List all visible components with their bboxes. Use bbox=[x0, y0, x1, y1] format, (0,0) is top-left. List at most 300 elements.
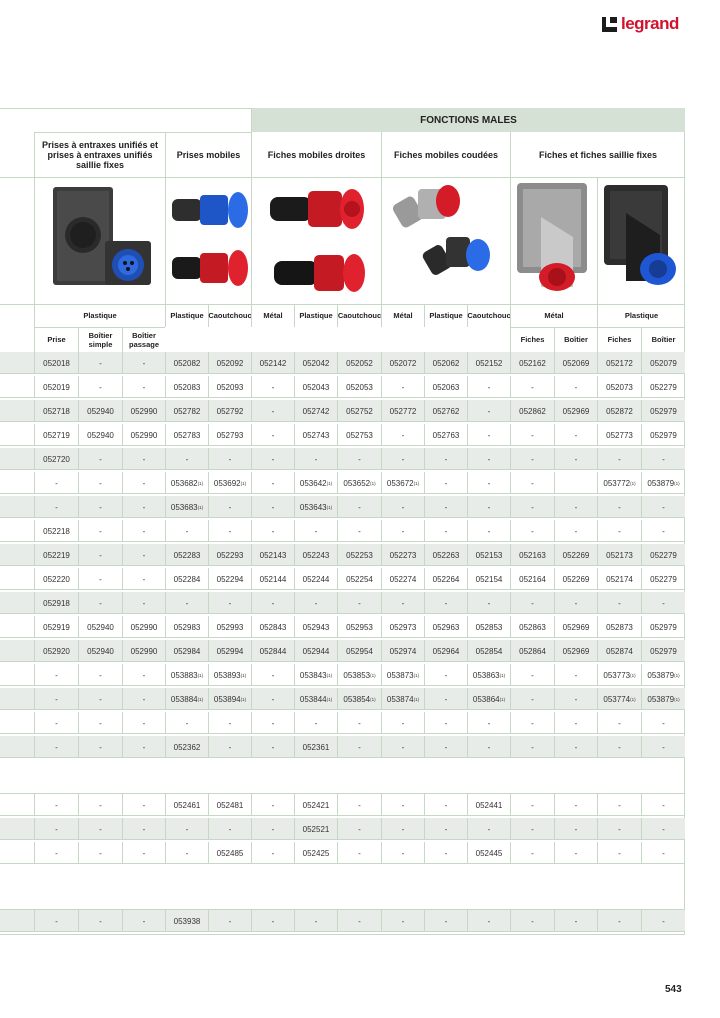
table-cell: 052218 bbox=[34, 520, 78, 542]
table-row bbox=[0, 448, 685, 470]
table-cell: - bbox=[251, 664, 294, 686]
section-gap bbox=[0, 760, 685, 794]
table-cell: 052244 bbox=[294, 568, 337, 590]
table-cell: - bbox=[78, 376, 122, 398]
table-cell: 052079 bbox=[641, 352, 685, 374]
section-title: FONCTIONS MALES bbox=[251, 108, 685, 132]
table-cell: - bbox=[381, 424, 424, 446]
table-cell: 052273 bbox=[381, 544, 424, 566]
table-cell: 053772 (1) bbox=[597, 472, 641, 494]
table-cell: 052752 bbox=[337, 400, 381, 422]
footnote-marker: (1) bbox=[630, 696, 636, 702]
legrand-logo bbox=[602, 14, 679, 34]
table-cell: - bbox=[554, 688, 597, 710]
table-cell: - bbox=[424, 592, 467, 614]
table-cell: - bbox=[381, 736, 424, 758]
table-cell: 053843 (1) bbox=[294, 664, 337, 686]
table-row bbox=[0, 520, 685, 542]
table-cell: 053773 (1) bbox=[597, 664, 641, 686]
footnote-marker: (1) bbox=[326, 696, 333, 702]
table-cell: - bbox=[251, 496, 294, 518]
table-cell: - bbox=[294, 712, 337, 734]
material-label: Plastique bbox=[597, 304, 685, 327]
table-cell: - bbox=[34, 664, 78, 686]
table-cell: 052763 bbox=[424, 424, 467, 446]
table-cell: 052782 bbox=[165, 400, 208, 422]
table-cell: - bbox=[251, 424, 294, 446]
group-header-fiches-coudees: Fiches mobiles coudées bbox=[381, 132, 510, 177]
subheader-boitier: Boîtier bbox=[554, 327, 597, 352]
table-cell: - bbox=[251, 818, 294, 840]
table-cell: - bbox=[122, 472, 165, 494]
table-cell: - bbox=[122, 376, 165, 398]
footnote-marker: (1) bbox=[413, 672, 420, 678]
table-cell: - bbox=[424, 794, 467, 816]
table-cell: - bbox=[554, 376, 597, 398]
table-cell: - bbox=[34, 688, 78, 710]
table-cell: - bbox=[467, 910, 510, 932]
table-cell: - bbox=[251, 448, 294, 470]
table-cell: - bbox=[554, 910, 597, 932]
table-cell: - bbox=[78, 794, 122, 816]
table-cell: - bbox=[510, 592, 554, 614]
table-cell: - bbox=[467, 496, 510, 518]
table-cell: - bbox=[294, 448, 337, 470]
table-cell: 052940 bbox=[78, 640, 122, 662]
photo-fiches-plastique bbox=[597, 177, 685, 304]
table-cell: - bbox=[78, 842, 122, 864]
table-cell: - bbox=[208, 818, 251, 840]
table-cell: - bbox=[337, 910, 381, 932]
table-cell: - bbox=[122, 448, 165, 470]
table-cell: 052993 bbox=[208, 616, 251, 638]
table-cell: - bbox=[554, 794, 597, 816]
footnote-marker: (1) bbox=[240, 480, 247, 486]
table-cell: - bbox=[597, 496, 641, 518]
table-cell: - bbox=[467, 472, 510, 494]
table-cell: - bbox=[165, 520, 208, 542]
table-cell: 052720 bbox=[34, 448, 78, 470]
table-row bbox=[0, 376, 685, 398]
table-cell: - bbox=[510, 712, 554, 734]
table-cell: - bbox=[381, 794, 424, 816]
table-cell: - bbox=[554, 448, 597, 470]
footnote-marker: (1) bbox=[240, 696, 247, 702]
table-cell: 052243 bbox=[294, 544, 337, 566]
table-cell: 053642 (1) bbox=[294, 472, 337, 494]
table-cell: - bbox=[641, 592, 685, 614]
table-cell: - bbox=[337, 448, 381, 470]
table-cell: - bbox=[78, 520, 122, 542]
table-cell: 052284 bbox=[165, 568, 208, 590]
table-cell: 052143 bbox=[251, 544, 294, 566]
table-row bbox=[0, 712, 685, 734]
table-cell: - bbox=[424, 448, 467, 470]
table-cell: 052772 bbox=[381, 400, 424, 422]
table-cell: 052174 bbox=[597, 568, 641, 590]
table-cell: - bbox=[122, 794, 165, 816]
table-cell: - bbox=[424, 910, 467, 932]
table-cell: - bbox=[78, 712, 122, 734]
table-cell: - bbox=[208, 592, 251, 614]
table-cell: 052019 bbox=[34, 376, 78, 398]
table-cell: - bbox=[34, 712, 78, 734]
table-cell: 052994 bbox=[208, 640, 251, 662]
table-cell: - bbox=[597, 520, 641, 542]
table-cell: 052862 bbox=[510, 400, 554, 422]
table-cell: 052445 bbox=[467, 842, 510, 864]
table-cell: - bbox=[424, 496, 467, 518]
table-cell: - bbox=[122, 842, 165, 864]
table-cell: 053938 bbox=[165, 910, 208, 932]
table-cell: - bbox=[251, 842, 294, 864]
table-cell: 052983 bbox=[165, 616, 208, 638]
table-cell: 052979 bbox=[641, 424, 685, 446]
table-cell: 052172 bbox=[597, 352, 641, 374]
table-cell: - bbox=[467, 818, 510, 840]
table-cell: 052425 bbox=[294, 842, 337, 864]
table-cell: - bbox=[165, 448, 208, 470]
table-cell: 052072 bbox=[381, 352, 424, 374]
table-row bbox=[0, 496, 685, 518]
table-cell: 052294 bbox=[208, 568, 251, 590]
table-cell: - bbox=[554, 520, 597, 542]
table-cell: 052253 bbox=[337, 544, 381, 566]
table-cell: 052954 bbox=[337, 640, 381, 662]
table-cell: 052093 bbox=[208, 376, 251, 398]
table-cell: - bbox=[424, 736, 467, 758]
table-cell: - bbox=[381, 376, 424, 398]
photo-fiches-coudees bbox=[381, 177, 510, 304]
material-label: Plastique bbox=[294, 304, 337, 327]
divider bbox=[34, 132, 251, 133]
table-cell: 052872 bbox=[597, 400, 641, 422]
material-label: Plastique bbox=[34, 304, 165, 327]
footnote-marker: (1) bbox=[326, 672, 333, 678]
table-cell: - bbox=[510, 376, 554, 398]
table-cell: 052092 bbox=[208, 352, 251, 374]
table-cell: 052219 bbox=[34, 544, 78, 566]
table-cell: 053672 (1) bbox=[381, 472, 424, 494]
table-cell: 052864 bbox=[510, 640, 554, 662]
table-cell: - bbox=[381, 818, 424, 840]
table-cell: - bbox=[165, 818, 208, 840]
table-row bbox=[0, 424, 685, 446]
table-cell: - bbox=[510, 520, 554, 542]
footnote-marker: (1) bbox=[370, 672, 376, 678]
table-row bbox=[0, 592, 685, 614]
table-cell: 052293 bbox=[208, 544, 251, 566]
table-cell: - bbox=[597, 794, 641, 816]
subheader-prise: Prise bbox=[34, 327, 78, 352]
table-cell: 052063 bbox=[424, 376, 467, 398]
table-cell: 053854 (1) bbox=[337, 688, 381, 710]
table-cell: - bbox=[467, 520, 510, 542]
table-cell: - bbox=[294, 910, 337, 932]
table-cell: - bbox=[424, 818, 467, 840]
table-cell: 053873 (1) bbox=[381, 664, 424, 686]
table-cell: 052964 bbox=[424, 640, 467, 662]
table-cell: - bbox=[208, 520, 251, 542]
table-row bbox=[0, 640, 685, 662]
table-cell: 052441 bbox=[467, 794, 510, 816]
table-cell: - bbox=[251, 736, 294, 758]
table-cell: 052940 bbox=[78, 424, 122, 446]
table-cell: - bbox=[510, 664, 554, 686]
table-cell: - bbox=[641, 496, 685, 518]
table-cell: 052743 bbox=[294, 424, 337, 446]
table-cell: - bbox=[78, 688, 122, 710]
table-cell: - bbox=[641, 842, 685, 864]
table-cell: 052792 bbox=[208, 400, 251, 422]
material-label: Métal bbox=[510, 304, 597, 327]
table-cell: 052990 bbox=[122, 424, 165, 446]
table-cell: - bbox=[78, 472, 122, 494]
table-cell: - bbox=[165, 712, 208, 734]
table-cell: - bbox=[337, 592, 381, 614]
table-cell: 052142 bbox=[251, 352, 294, 374]
table-row bbox=[0, 472, 685, 494]
table-cell: - bbox=[78, 544, 122, 566]
table-cell: - bbox=[208, 496, 251, 518]
table-cell: 052153 bbox=[467, 544, 510, 566]
footnote-marker: (1) bbox=[674, 696, 680, 702]
table-cell: 053894 (1) bbox=[208, 688, 251, 710]
table-cell: - bbox=[122, 544, 165, 566]
table-cell: - bbox=[122, 664, 165, 686]
material-label: Métal bbox=[381, 304, 424, 327]
table-cell: - bbox=[554, 424, 597, 446]
table-row bbox=[0, 688, 685, 710]
table-cell: 052969 bbox=[554, 640, 597, 662]
table-cell: - bbox=[510, 842, 554, 864]
table-cell: - bbox=[78, 496, 122, 518]
page-number: 543 bbox=[665, 984, 682, 995]
table-cell: 052843 bbox=[251, 616, 294, 638]
table-cell: - bbox=[510, 910, 554, 932]
table-cell: - bbox=[78, 664, 122, 686]
table-cell: - bbox=[381, 592, 424, 614]
table-cell: - bbox=[251, 400, 294, 422]
table-cell: 052873 bbox=[597, 616, 641, 638]
table-cell: 052269 bbox=[554, 544, 597, 566]
table-cell: - bbox=[424, 520, 467, 542]
table-cell: 052018 bbox=[34, 352, 78, 374]
table-cell: 052421 bbox=[294, 794, 337, 816]
table-cell: 052783 bbox=[165, 424, 208, 446]
table-cell: - bbox=[337, 842, 381, 864]
table-cell: - bbox=[251, 376, 294, 398]
photo-prises-mobiles bbox=[165, 177, 251, 304]
table-cell: - bbox=[34, 842, 78, 864]
table-cell: 053643 (1) bbox=[294, 496, 337, 518]
table-cell: - bbox=[510, 448, 554, 470]
table-cell: - bbox=[34, 794, 78, 816]
group-header-fiches-droites: Fiches mobiles droites bbox=[251, 132, 381, 177]
table-cell: 052920 bbox=[34, 640, 78, 662]
table-cell: 052052 bbox=[337, 352, 381, 374]
table-cell: - bbox=[424, 472, 467, 494]
material-label: Métal bbox=[251, 304, 294, 327]
group-header-prises: Prises à entraxes unifiés et prises à entraxes unifiés saillie fixes bbox=[34, 132, 165, 177]
table-cell: - bbox=[554, 736, 597, 758]
table-cell: 052521 bbox=[294, 818, 337, 840]
table-cell: 053879 (1) bbox=[641, 664, 685, 686]
table-cell: 053692 (1) bbox=[208, 472, 251, 494]
table-cell: 052461 bbox=[165, 794, 208, 816]
footnote-marker: (1) bbox=[197, 672, 204, 678]
footnote-marker: (1) bbox=[240, 672, 247, 678]
table-cell: 053863 (1) bbox=[467, 664, 510, 686]
table-cell: 052953 bbox=[337, 616, 381, 638]
table-cell: - bbox=[122, 818, 165, 840]
table-cell: - bbox=[597, 910, 641, 932]
table-cell: - bbox=[381, 712, 424, 734]
table-cell: 052918 bbox=[34, 592, 78, 614]
table-cell: - bbox=[381, 842, 424, 864]
legrand-logo-text: legrand bbox=[621, 14, 679, 33]
table-row bbox=[0, 910, 685, 932]
table-cell: 052154 bbox=[467, 568, 510, 590]
table-cell: - bbox=[641, 818, 685, 840]
table-cell: 052979 bbox=[641, 640, 685, 662]
footnote-marker: (1) bbox=[413, 696, 420, 702]
table-cell: 052940 bbox=[78, 400, 122, 422]
table-cell: 052943 bbox=[294, 616, 337, 638]
table-cell: - bbox=[165, 592, 208, 614]
table-cell: - bbox=[78, 352, 122, 374]
table-cell: - bbox=[78, 568, 122, 590]
table-cell: 053874 (1) bbox=[381, 688, 424, 710]
table-cell: - bbox=[510, 472, 554, 494]
table-cell: 052973 bbox=[381, 616, 424, 638]
section-gap bbox=[0, 866, 685, 910]
subheader-fiches: Fiches bbox=[597, 327, 641, 352]
table-cell: 052485 bbox=[208, 842, 251, 864]
table-cell: 052863 bbox=[510, 616, 554, 638]
table-cell: - bbox=[337, 712, 381, 734]
table-cell: - bbox=[641, 448, 685, 470]
table-cell: 052361 bbox=[294, 736, 337, 758]
legrand-logo-mark bbox=[602, 17, 617, 32]
table-row bbox=[0, 736, 685, 758]
table-cell: - bbox=[337, 736, 381, 758]
table-cell: 053853 (1) bbox=[337, 664, 381, 686]
table-cell: - bbox=[251, 794, 294, 816]
table-cell: 052263 bbox=[424, 544, 467, 566]
table-cell: - bbox=[251, 472, 294, 494]
material-label: Caoutchouc bbox=[208, 304, 251, 327]
table-cell: - bbox=[510, 818, 554, 840]
table-cell: - bbox=[78, 910, 122, 932]
footnote-marker: (1) bbox=[674, 480, 680, 486]
table-cell: - bbox=[467, 448, 510, 470]
table-cell: 052719 bbox=[34, 424, 78, 446]
table-row bbox=[0, 400, 685, 422]
table-cell: - bbox=[554, 712, 597, 734]
table-cell: 053884 (1) bbox=[165, 688, 208, 710]
table-cell: 052144 bbox=[251, 568, 294, 590]
table-cell: - bbox=[510, 424, 554, 446]
table-cell: 052762 bbox=[424, 400, 467, 422]
table-cell: - bbox=[122, 736, 165, 758]
table-cell: - bbox=[208, 910, 251, 932]
table-cell: - bbox=[597, 818, 641, 840]
material-label: Plastique bbox=[424, 304, 467, 327]
table-cell: 052718 bbox=[34, 400, 78, 422]
table-cell: - bbox=[424, 712, 467, 734]
table-cell: - bbox=[208, 736, 251, 758]
table-cell: 053893 (1) bbox=[208, 664, 251, 686]
table-cell: - bbox=[467, 376, 510, 398]
table-cell: - bbox=[641, 520, 685, 542]
table-cell: - bbox=[34, 818, 78, 840]
table-cell: - bbox=[510, 736, 554, 758]
table-cell: - bbox=[122, 688, 165, 710]
table-cell: - bbox=[165, 842, 208, 864]
table-cell: - bbox=[597, 842, 641, 864]
table-cell: 052979 bbox=[641, 400, 685, 422]
table-cell: - bbox=[122, 592, 165, 614]
material-label: Plastique bbox=[165, 304, 208, 327]
table-cell: 052269 bbox=[554, 568, 597, 590]
table-cell: - bbox=[424, 688, 467, 710]
table-cell: - bbox=[251, 520, 294, 542]
table-cell: - bbox=[122, 496, 165, 518]
table-cell: 052163 bbox=[510, 544, 554, 566]
table-cell: - bbox=[554, 818, 597, 840]
table-row bbox=[0, 842, 685, 864]
table-cell: - bbox=[122, 568, 165, 590]
table-cell: - bbox=[337, 520, 381, 542]
table-cell: 052069 bbox=[554, 352, 597, 374]
table-cell: - bbox=[34, 472, 78, 494]
table-cell: 052279 bbox=[641, 544, 685, 566]
subheader-boitier-passage: Boîtier passage bbox=[122, 327, 165, 352]
material-label: Caoutchouc bbox=[337, 304, 381, 327]
table-row bbox=[0, 818, 685, 840]
table-cell: 052742 bbox=[294, 400, 337, 422]
table-cell: 053774 (1) bbox=[597, 688, 641, 710]
table-cell: 052919 bbox=[34, 616, 78, 638]
table-cell: 052990 bbox=[122, 616, 165, 638]
table-cell: 052283 bbox=[165, 544, 208, 566]
table-cell: 052279 bbox=[641, 376, 685, 398]
table-cell: - bbox=[467, 400, 510, 422]
material-label: Caoutchouc bbox=[467, 304, 510, 327]
table-cell: - bbox=[424, 664, 467, 686]
table-cell: 052854 bbox=[467, 640, 510, 662]
table-cell: - bbox=[641, 736, 685, 758]
table-cell: 052990 bbox=[122, 640, 165, 662]
table-cell: 053682 (1) bbox=[165, 472, 208, 494]
footnote-marker: (1) bbox=[630, 672, 636, 678]
table-cell: 052043 bbox=[294, 376, 337, 398]
table-cell: 052940 bbox=[78, 616, 122, 638]
table-cell: - bbox=[381, 910, 424, 932]
group-header-prises-mobiles: Prises mobiles bbox=[165, 132, 251, 177]
photo-fiches-metal bbox=[510, 177, 597, 304]
table-cell: 052279 bbox=[641, 568, 685, 590]
table-cell: 052042 bbox=[294, 352, 337, 374]
table-cell bbox=[554, 472, 597, 494]
footnote-marker: (1) bbox=[326, 480, 333, 486]
table-cell: - bbox=[78, 818, 122, 840]
table-cell: - bbox=[34, 736, 78, 758]
table-cell: - bbox=[597, 712, 641, 734]
table-row bbox=[0, 544, 685, 566]
table-cell: - bbox=[467, 424, 510, 446]
